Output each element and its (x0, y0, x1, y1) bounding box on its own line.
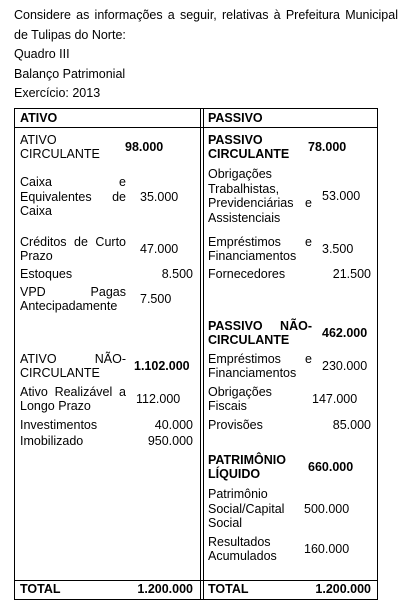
row-label: Fornecedores (208, 266, 286, 281)
column-divider-left (200, 109, 201, 599)
obrigacoes-trabalhistas-row (208, 164, 371, 228)
row-value: 53.000 (322, 189, 361, 203)
row-value: 35.000 (140, 190, 179, 204)
balance-sheet-table (14, 108, 378, 600)
row-label: Empréstimos e Financiamentos (208, 234, 312, 263)
passivo-circulante-row (208, 131, 371, 163)
emprestimos-cp-row (208, 233, 371, 265)
realizavel-row (20, 383, 193, 415)
row-label: ATIVO NÃO-CIRCULANTE (20, 351, 126, 380)
caixa-row (20, 173, 193, 221)
row-value: 500.000 (304, 502, 350, 516)
row-value: 462.000 (322, 326, 368, 340)
row-label: Estoques (20, 266, 73, 281)
row-value: 230.000 (322, 359, 368, 373)
row-value: 3.500 (322, 242, 354, 256)
resultados-acumulados-row (208, 533, 371, 565)
table-title: Balanço Patrimonial (14, 66, 126, 81)
row-value: 21.500 (332, 267, 371, 281)
creditos-row (20, 233, 193, 265)
row-label: Resultados Acumulados (208, 534, 277, 563)
row-label: PATRIMÔNIO LÍQUIDO (208, 452, 287, 481)
table-caption: Quadro III (14, 47, 70, 61)
imobilizado-row (20, 433, 193, 449)
row-value: 98.000 (125, 140, 164, 154)
passivo-nao-circulante-row (208, 317, 371, 349)
row-value: 78.000 (308, 140, 347, 154)
estoques-row (20, 266, 193, 282)
intro-text (14, 6, 398, 104)
provisoes-row (208, 417, 371, 433)
row-label: Patrimônio Social/Capital Social (208, 487, 285, 531)
row-label: VPD Pagas Antecipadamente (20, 284, 126, 313)
ativo-total-label: TOTAL (20, 582, 61, 596)
row-label: Ativo Realizável a Longo Prazo (20, 384, 126, 413)
intro-line: Considere as informações a seguir, relativas à Prefeitura Municipal de Tulipas do Norte: (14, 8, 398, 42)
patrimonio-liquido-row (208, 451, 371, 483)
obrigacoes-fiscais-row (208, 383, 371, 415)
row-label: Obrigações Trabalhistas, Previdenciárias e Assistenciais (208, 167, 312, 225)
ativo-total-value: 1.200.000 (137, 582, 193, 596)
passivo-total-label: TOTAL (208, 582, 249, 596)
row-label: PASSIVO NÃO-CIRCULANTE (208, 318, 312, 347)
row-value: 85.000 (332, 418, 371, 432)
row-label: Empréstimos e Financiamentos (208, 351, 312, 380)
row-label: Provisões (208, 417, 263, 432)
row-label: Créditos de Curto Prazo (20, 234, 126, 263)
capital-social-row (208, 485, 371, 533)
row-value: 1.102.000 (134, 359, 190, 373)
fiscal-year: Exercício: 2013 (14, 86, 101, 100)
ativo-header: ATIVO (20, 111, 58, 125)
row-value: 147.000 (312, 392, 358, 406)
row-label: Caixa e Equivalentes de Caixa (20, 175, 126, 219)
row-label: Imobilizado (20, 433, 84, 448)
fornecedores-row (208, 266, 371, 282)
row-value: 40.000 (154, 418, 193, 432)
row-label: Investimentos (20, 417, 98, 432)
row-value: 112.000 (136, 392, 181, 406)
investimentos-row (20, 417, 193, 433)
row-label: Obrigações Fiscais (208, 384, 272, 413)
vpd-row (20, 283, 193, 315)
passivo-header: PASSIVO (208, 111, 263, 125)
row-value: 7.500 (140, 292, 172, 306)
passivo-total-value: 1.200.000 (315, 582, 371, 596)
row-value: 950.000 (147, 434, 193, 448)
emprestimos-lp-row (208, 350, 371, 382)
ativo-nao-circulante-row (20, 350, 193, 382)
ativo-circulante-row (20, 131, 193, 163)
row-value: 47.000 (140, 242, 179, 256)
column-divider-right (203, 109, 204, 599)
header-divider (15, 127, 377, 128)
row-value: 660.000 (308, 460, 354, 474)
row-label: ATIVO CIRCULANTE (20, 132, 100, 161)
row-value: 8.500 (161, 267, 193, 281)
row-value: 160.000 (304, 542, 350, 556)
row-label: PASSIVO CIRCULANTE (208, 132, 290, 161)
